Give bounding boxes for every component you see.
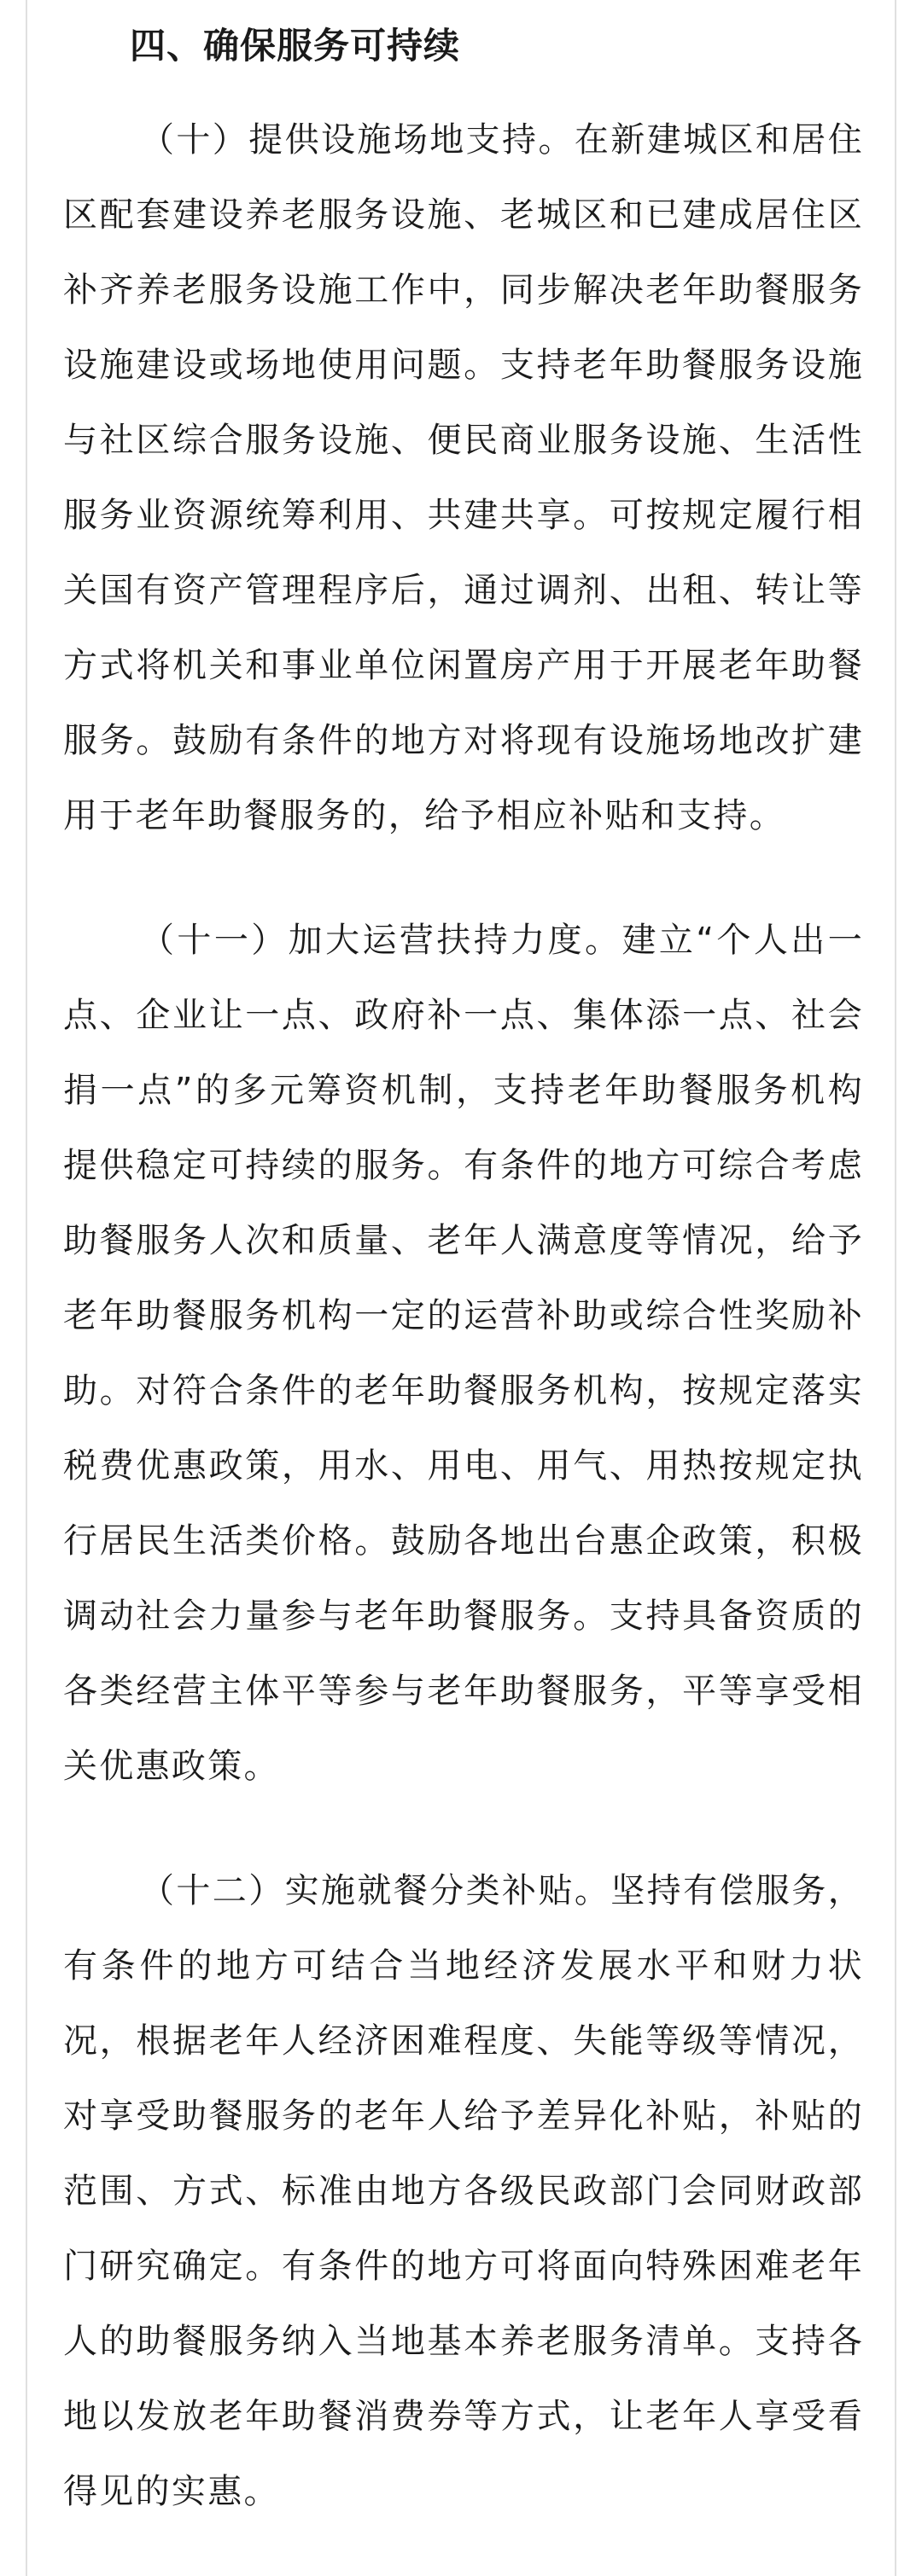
document-page [26,0,896,2576]
paragraph-11-operation-support: （十一）加大运营扶持力度。建立“个人出一点、企业让一点、政府补一点、集体添一点、社会捐一点”的多元筹资机制，支持老年助餐服务机构提供稳定可持续的服务。有条件的地方可综合考虑助餐服务人次和质量、老年人满意度等情况，给予老年助餐服务机构一定的运营补助或综合性奖励补助。对符合条件的老年助餐服务机构，按规定落实税费优惠政策，用水、用电、用气、用热按规定执行居民生活类价格。鼓励各地出台惠企政策，积极调动社会力量参与老年助餐服务。支持具备资质的各类经营主体平等参与老年助餐服务，平等享受相关优惠政策。 [63,921,864,1786]
paragraph-12-meal-subsidy: （十二）实施就餐分类补贴。坚持有偿服务，有条件的地方可结合当地经济发展水平和财力状况，根据老年人经济困难程度、失能等级等情况，对享受助餐服务的老年人给予差异化补贴，补贴的范围、方式、标准由地方各级民政部门会同财政部门研究确定。有条件的地方可将面向特殊困难老年人的助餐服务纳入当地基本养老服务清单。支持各地以发放老年助餐消费券等方式，让老年人享受看得见的实惠。 [63,1871,864,2511]
paragraph-10-facility-support: （十）提供设施场地支持。在新建城区和居住区配套建设养老服务设施、老城区和已建成居住区补齐养老服务设施工作中，同步解决老年助餐服务设施建设或场地使用问题。支持老年助餐服务设施与社区综合服务设施、便民商业服务设施、生活性服务业资源统筹利用、共建共享。可按规定履行相关国有资产管理程序后，通过调剂、出租、转让等方式将机关和事业单位闲置房产用于开展老年助餐服务。鼓励有条件的地方对将现有设施场地改扩建用于老年助餐服务的，给予相应补贴和支持。 [63,120,864,835]
section-heading: 四、确保服务可持续 [130,25,461,67]
document-content [63,0,864,2529]
